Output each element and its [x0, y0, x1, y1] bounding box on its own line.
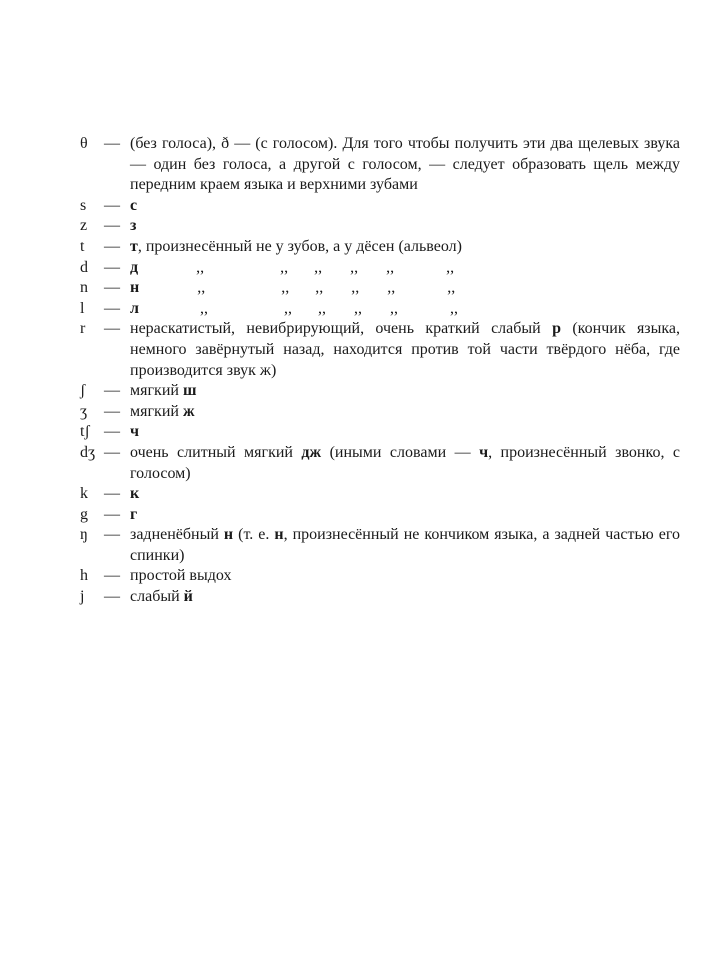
dash: — [104, 588, 120, 606]
description [130, 381, 680, 402]
description [130, 525, 680, 566]
phonetic-symbol: d [80, 258, 88, 276]
ditto-mark: ,, [389, 299, 398, 317]
dash: — [104, 567, 120, 585]
list-item [80, 505, 680, 526]
list-item [80, 237, 680, 258]
phonetic-symbol: k [80, 485, 88, 503]
ditto-mark: ,, [449, 299, 458, 317]
russian-letter: к [130, 485, 140, 503]
list-item [80, 319, 680, 381]
russian-letter: ч [130, 423, 140, 441]
phonetic-symbol: j [80, 588, 85, 606]
phonetic-symbol: l [80, 299, 85, 317]
ditto-mark: ,, [386, 258, 395, 276]
description-text: мягкий [130, 382, 183, 400]
russian-letter: с [130, 196, 138, 214]
phonetic-symbol: tʃ [80, 423, 90, 441]
list-item [80, 381, 680, 402]
russian-letter: л [130, 299, 139, 317]
ditto-mark: ,, [315, 279, 324, 297]
phonetic-symbol: ʃ [80, 382, 86, 400]
list-item [80, 258, 680, 279]
description [130, 299, 680, 320]
phonetic-symbol: h [80, 567, 88, 585]
dash: — [104, 135, 120, 152]
dash: — [104, 320, 120, 338]
description [130, 443, 680, 484]
dash: — [104, 443, 120, 461]
russian-letter: з [130, 217, 137, 235]
phonetic-symbol: ʒ [80, 402, 88, 420]
ditto-marks [139, 299, 458, 320]
list-item [80, 216, 680, 237]
russian-letter: н [274, 526, 284, 544]
dash: — [104, 279, 120, 297]
dash: — [104, 299, 120, 317]
russian-letter: р [552, 320, 561, 338]
list-item [80, 525, 680, 566]
phonetic-symbol-list [80, 134, 680, 608]
description [130, 216, 680, 237]
dash: — [104, 382, 120, 400]
ditto-mark: ,, [281, 279, 290, 297]
description-text: , произнесённый не кончиком языка, а задней частью его спинки) [130, 526, 680, 564]
russian-letter: ж [182, 402, 195, 420]
list-item [80, 484, 680, 505]
description [130, 319, 680, 381]
list-item [80, 422, 680, 443]
phonetic-symbol: r [80, 320, 86, 338]
phonetic-symbol: θ [80, 135, 88, 152]
phonetic-symbol: n [80, 279, 88, 297]
list-item [80, 566, 680, 587]
dash: — [104, 485, 120, 503]
list-item [80, 134, 680, 196]
russian-letter: ш [182, 382, 197, 400]
ditto-mark: ,, [446, 258, 455, 276]
ditto-mark: ,, [447, 279, 456, 297]
list-item [80, 299, 680, 320]
description-text: , произнесённый звонко, с голосом) [130, 443, 680, 482]
ditto-marks [138, 258, 454, 279]
russian-letter: й [183, 588, 193, 606]
description: простой выдох [130, 567, 232, 585]
description [130, 505, 680, 526]
list-item [80, 402, 680, 423]
description-text: нераскатистый, невибрирующий, очень краткий слабый [130, 320, 553, 338]
list-item [80, 196, 680, 217]
description [130, 278, 680, 299]
description [130, 587, 680, 608]
ditto-mark: ,, [283, 299, 292, 317]
ditto-mark: ,, [199, 299, 208, 317]
phonetic-symbol: z [80, 217, 88, 235]
ditto-mark: ,, [387, 279, 396, 297]
description-text: мягкий [130, 402, 183, 420]
description-text: (т. е. [233, 526, 275, 544]
dash: — [104, 402, 120, 420]
list-item [80, 587, 680, 608]
ditto-marks [139, 278, 455, 299]
description: (без голоса), ð — (с голосом). Для того чтобы получить эти два щелевых звука — один без голоса, а другой с голосом, — следует образовать щель между передним краем языка и верхними зубами [130, 135, 680, 194]
russian-letter: д [130, 258, 139, 276]
phonetic-symbol: t [80, 237, 85, 255]
description-text: (иными словами — [321, 443, 480, 461]
description-text: , произнесённый не у зубов, а у дёсен (альвеол) [137, 237, 462, 255]
russian-letter: т [130, 237, 138, 255]
phonetic-symbol: g [80, 505, 88, 523]
dash: — [104, 423, 120, 441]
ditto-mark: ,, [350, 258, 359, 276]
dash: — [104, 526, 120, 544]
description-text: (кончик языка, немного завёрнутый назад, находится против той части твёрдого нёба, где производится звук ж) [130, 320, 681, 379]
dash: — [104, 505, 120, 523]
phonetic-symbol: ŋ [80, 526, 88, 544]
description [130, 422, 680, 443]
description-text: задненёбный [130, 526, 224, 544]
ditto-mark: ,, [280, 258, 289, 276]
list-item [80, 443, 680, 484]
phonetic-symbol: dʒ [80, 443, 96, 461]
description [130, 402, 680, 423]
ditto-mark: ,, [353, 299, 362, 317]
russian-letter: н [223, 526, 234, 544]
description [130, 484, 680, 505]
russian-letter: г [130, 505, 138, 523]
description-text: очень слитный мягкий [130, 443, 302, 461]
list-item [80, 278, 680, 299]
ditto-mark: ,, [197, 279, 206, 297]
russian-letter: дж [301, 443, 322, 461]
russian-letter: ч [479, 443, 489, 461]
dash: — [104, 196, 120, 214]
dash: — [104, 258, 120, 276]
dash: — [104, 217, 120, 235]
phonetic-symbol: s [80, 196, 87, 214]
ditto-mark: ,, [314, 258, 323, 276]
description [130, 237, 680, 258]
ditto-mark: ,, [196, 258, 205, 276]
description [130, 258, 680, 279]
ditto-mark: ,, [351, 279, 360, 297]
description [130, 196, 680, 217]
russian-letter: н [130, 279, 140, 297]
ditto-mark: ,, [317, 299, 326, 317]
description-text: слабый [130, 588, 184, 606]
dash: — [104, 237, 120, 255]
